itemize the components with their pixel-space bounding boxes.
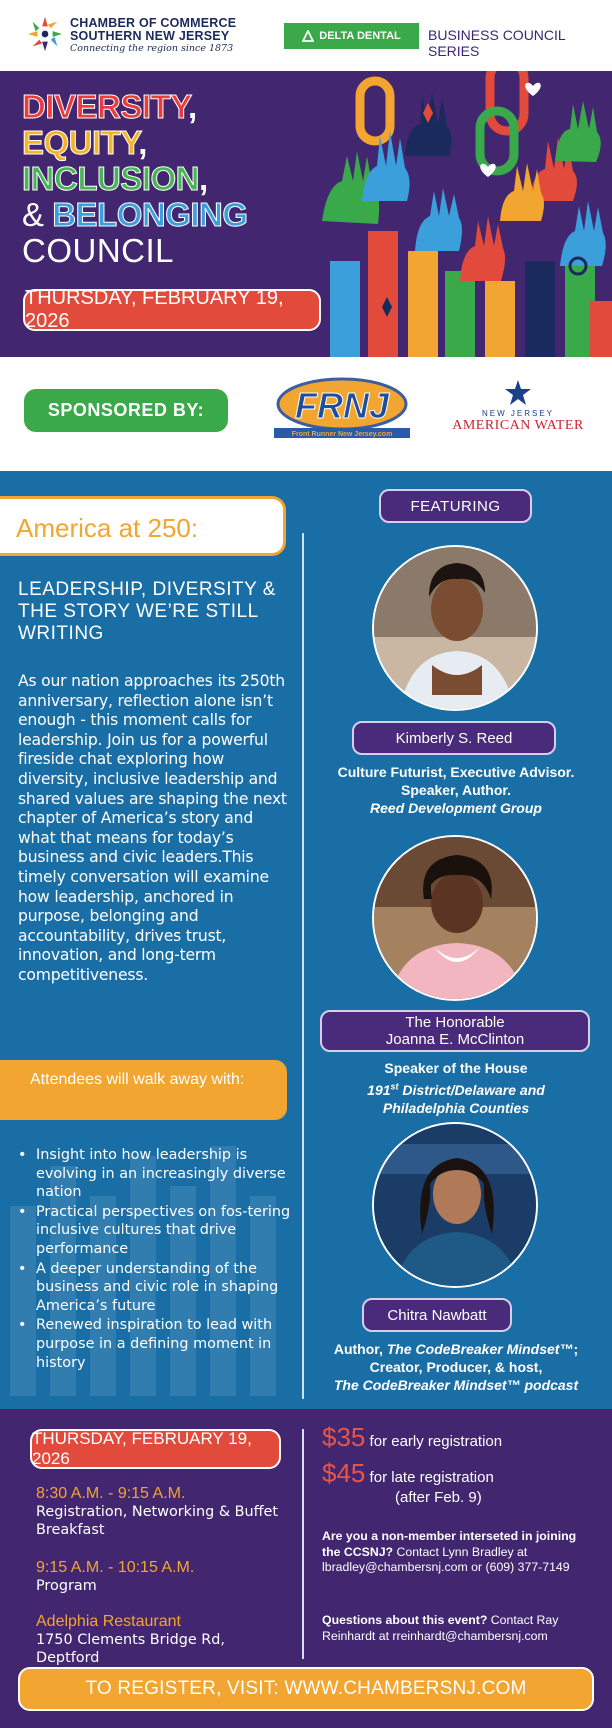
speaker-bio-joanna-mcclinton (318, 1059, 594, 1117)
membership-contact: Contact Lynn Bradley at lbradley@chambersnj.com or (609) 377-7149 (322, 1544, 570, 1574)
bio-line: Speaker, Author. (401, 782, 511, 798)
bio-counties: Philadelphia Counties (382, 1099, 530, 1116)
venue-name: Adelphia Restaurant (36, 1613, 181, 1630)
series-label: BUSINESS COUNCIL SERIES (428, 27, 566, 59)
header (0, 0, 612, 71)
bio-line: Creator, Producer, & host, (369, 1359, 543, 1375)
bio-line: Culture Futurist, Executive Advisor. (337, 764, 575, 780)
speaker-photo-joanna-mcclinton (372, 835, 538, 1001)
venue (36, 1612, 286, 1667)
event-description: As our nation approaches its 250th anniversary, reflection alone isn’t enough - this moment calls for leadership. Join us for a powerful fireside chat exploring how diversity, inclusive leadership and shared values are shaping the next chapter of America’s story and what that means for today’s business and civic leaders.This timely conversation will examine how leadership, anchored in purpose, belonging and accountability, drives trust, innovation, and long-term competitiveness. (18, 672, 287, 984)
bio-district: District/Delaware and (398, 1081, 545, 1098)
nj-american-water-logo (448, 379, 588, 445)
schedule-time: 9:15 A.M. - 10:15 A.M. (36, 1559, 195, 1576)
chamber-logo-icon (26, 14, 64, 54)
speaker-bio-chitra-nawbatt (318, 1340, 594, 1394)
raised-hands-illustration-icon (320, 71, 612, 357)
event-question: Questions about this event? (322, 1613, 488, 1627)
column-divider (302, 533, 304, 1399)
title-belonging: BELONGING (52, 196, 248, 233)
list-item: • Renewed inspiration to lead with purpose in a defining moment in history (16, 1316, 291, 1372)
delta-dental-label: DELTA DENTAL (319, 30, 401, 42)
schedule-program (36, 1558, 286, 1595)
bio-role: Author, (333, 1341, 387, 1357)
title-inclusion: INCLUSION (22, 160, 199, 197)
price-early-label: for early registration (365, 1433, 503, 1450)
title-council: COUNCIL (22, 232, 175, 269)
sponsored-by-label: SPONSORED BY: (24, 389, 228, 432)
frnj-logo-text: FRNJ (294, 385, 390, 426)
price-late (322, 1458, 494, 1508)
speaker-name-joanna-mcclinton (320, 1010, 590, 1052)
council-title: DIVERSITY, EQUITY, INCLUSION, & BELONGING COUNCIL (22, 88, 248, 269)
title-diversity: DIVERSITY (22, 88, 189, 125)
bio-line: Speaker of the House (384, 1060, 528, 1076)
star-icon (504, 379, 532, 407)
price-late-amount: $45 (322, 1458, 366, 1488)
register-link[interactable]: TO REGISTER, VISIT: WWW.CHAMBERSNJ.COM (18, 1667, 594, 1711)
delta-dental-badge (284, 23, 419, 49)
delta-triangle-icon (302, 30, 314, 42)
speaker-photo-chitra-nawbatt (372, 1122, 538, 1288)
schedule-description: Registration, Networking & Buffet Breakfast (36, 1504, 279, 1538)
main-content (0, 471, 612, 1409)
takeaways-list (16, 1146, 291, 1373)
schedule-registration (36, 1484, 286, 1539)
bio-podcast: The CodeBreaker Mindset™ podcast (333, 1377, 579, 1393)
price-late-note: (after Feb. 9) (395, 1489, 482, 1506)
chamber-name-line2: SOUTHERN NEW JERSEY (70, 29, 230, 43)
bio-org: Reed Development Group (370, 800, 542, 816)
price-late-label: for late registration (365, 1469, 494, 1486)
title-equity: EQUITY (22, 124, 139, 161)
schedule-time: 8:30 A.M. - 9:15 A.M. (36, 1485, 186, 1502)
bio-district-number: 191 (367, 1081, 391, 1098)
membership-question: Are you a non-member interseted in joining the CCSNJ? (322, 1529, 577, 1559)
walk-away-banner (0, 1060, 287, 1120)
membership-info (322, 1529, 597, 1576)
list-item: • Insight into how leadership is evolving in an increasingly diverse nation (16, 1146, 291, 1202)
speaker-name-chitra-nawbatt: Chitra Nawbatt (362, 1298, 512, 1332)
america-banner (0, 496, 286, 556)
featuring-label: FEATURING (379, 489, 532, 523)
frnj-logo-subtitle: Front Runner New Jersey.com (291, 431, 393, 438)
event-details (0, 1409, 612, 1728)
hero-banner (0, 71, 612, 357)
chamber-tagline: Connecting the region since 1873 (70, 43, 234, 54)
hero-date-badge: THURSDAY, FEBRUARY 19, 2026 (23, 289, 321, 331)
event-questions-info (322, 1613, 597, 1644)
schedule-description: Program (36, 1578, 97, 1594)
walk-away-heading: Attendees will walk away with: (30, 1071, 245, 1088)
price-early (322, 1422, 503, 1452)
bio-punct: ; (573, 1341, 579, 1357)
event-contact: Contact Ray Reinhardt at rreinhardt@chambersnj.com (322, 1613, 559, 1643)
chamber-name-line1: CHAMBER OF COMMERCE (70, 16, 237, 30)
speaker-name-kimberly-reed: Kimberly S. Reed (352, 721, 556, 755)
chamber-name (70, 17, 250, 55)
speaker-honorific: The Honorable (405, 1014, 505, 1031)
price-early-amount: $35 (322, 1422, 366, 1452)
speaker-bio-kimberly-reed (318, 763, 594, 817)
bio-book: The CodeBreaker Mindset™ (386, 1341, 574, 1357)
frnj-logo-icon (272, 376, 412, 440)
njaw-name-label: AMERICAN WATER (452, 418, 584, 433)
list-item: • Practical perspectives on fos-tering inclusive cultures that drive performance (16, 1203, 291, 1259)
bio-district-suffix: st (390, 1081, 399, 1091)
list-item: • A deeper understanding of the business and civic role in shaping America’s future (16, 1260, 291, 1316)
lead-title: LEADERSHIP, DIVERSITY & THE STORY WE’RE STILL WRITING (18, 579, 276, 644)
details-divider (302, 1429, 304, 1659)
venue-address: 1750 Clements Bridge Rd, Deptford (36, 1632, 225, 1666)
title-ampersand: & (22, 196, 53, 233)
njaw-state-label: NEW JERSEY (481, 409, 554, 418)
sponsor-band (0, 357, 612, 471)
speaker-name: Joanna E. McClinton (385, 1031, 525, 1048)
event-date-badge: THURSDAY, FEBRUARY 19, 2026 (30, 1429, 281, 1469)
speaker-photo-kimberly-reed (372, 545, 538, 711)
america-heading: America at 250: (16, 513, 199, 543)
